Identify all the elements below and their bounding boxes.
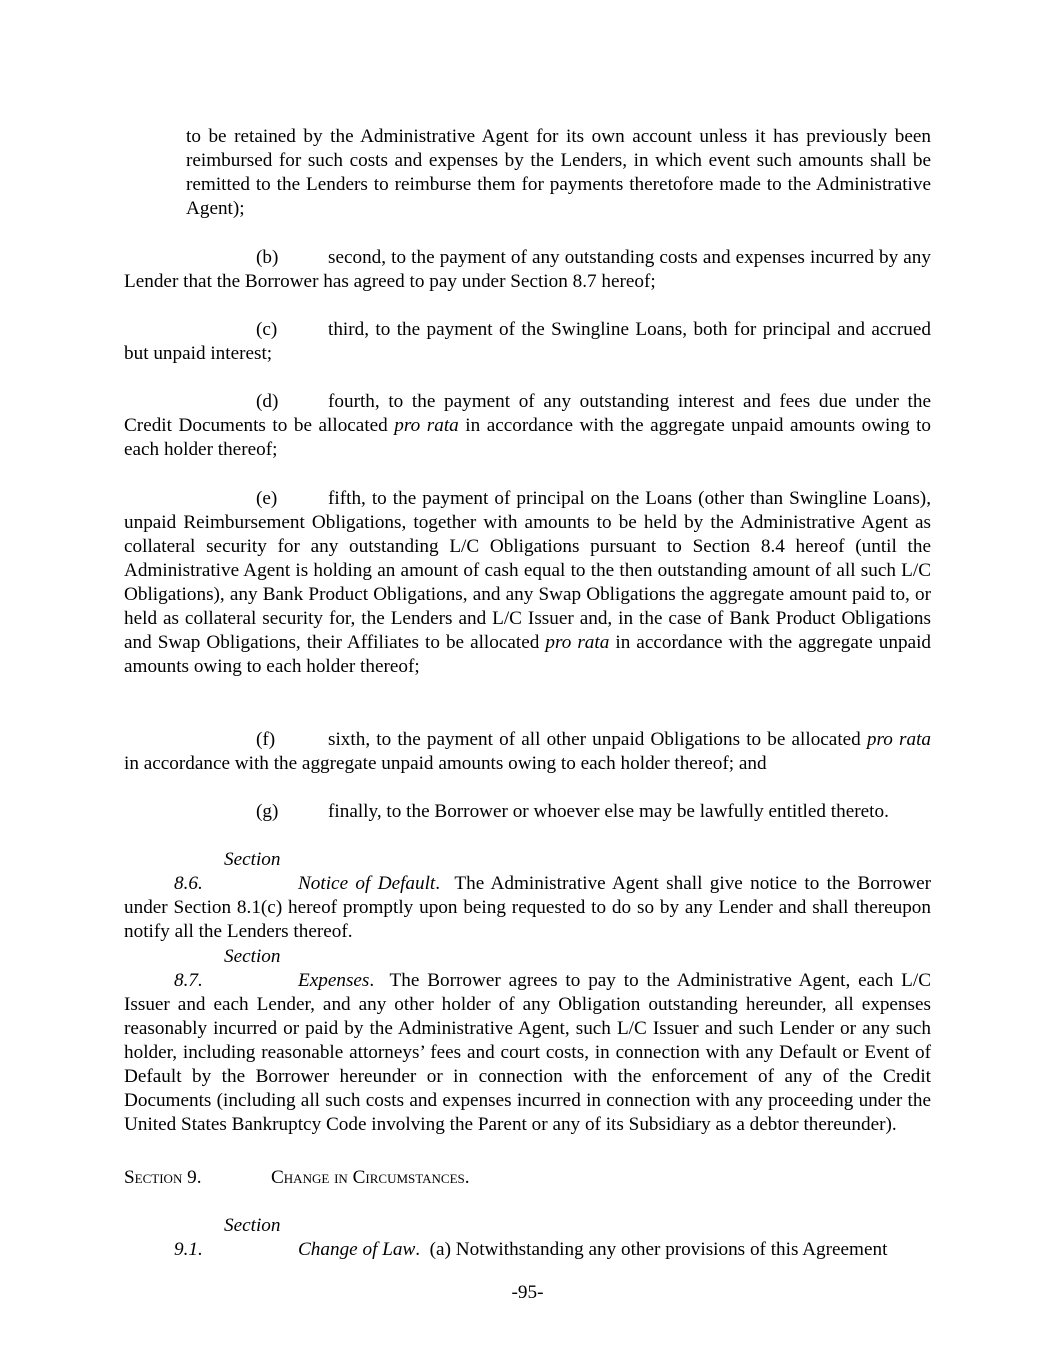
section-number: Section 9. bbox=[124, 1167, 202, 1188]
section-number: Section 8.7. bbox=[174, 946, 281, 991]
section-9-1: Section 9.1. Change of Law. (a) Notwithstanding any other provisions of this Agreement bbox=[174, 1215, 888, 1260]
item-text: second, to the payment of any outstanding costs and expenses incurred by any Lender that the Borrower has agreed to pay under Section 8.7 hereof; bbox=[124, 247, 931, 292]
item-label: (e) bbox=[256, 488, 278, 509]
item-text: fifth, to the payment of principal on the Loans (other than Swingline Loans), unpaid Reimbursement Obligations, together with amounts to be held by the Administrative Agent as collateral security for any outstanding L/C Obligations pursuant to Section 8.4 hereof (until the Administrative Agent is holding an amount of cash equal to the then outstanding amount of all such L/C Obligations), any Bank Product Obligations, and any Swap Obligations the aggregate amount paid to, or held as collateral security for, the Lenders and L/C Issuer and, in the case of Bank Product Obligations and Swap Obligations, their Affiliates to be allocated bbox=[124, 488, 931, 653]
section-number: Section 8.6. bbox=[174, 849, 281, 894]
list-item-e bbox=[124, 487, 931, 679]
list-item-c bbox=[124, 318, 931, 366]
section-title: Expenses bbox=[298, 970, 370, 991]
item-italic: pro rata bbox=[394, 415, 459, 436]
item-text-cont: in accordance with the aggregate unpaid amounts owing to each holder thereof; bbox=[124, 632, 932, 677]
item-text: finally, to the Borrower or whoever else may be lawfully entitled thereto. bbox=[328, 801, 889, 822]
item-text: sixth, to the payment of all other unpaid Obligations to be allocated bbox=[328, 729, 861, 750]
section-number: Section 9.1. bbox=[174, 1215, 281, 1260]
item-label: (f) bbox=[256, 729, 276, 750]
section-8-7: Section 8.7. Expenses. The Borrower agrees to pay to the Administrative Agent, each L/C Issuer and each Lender, and any other holder of any Obligation outstanding hereunder, all expenses reasonably incurred or paid by the Administrative Agent, such L/C Issuer and such Lender or any such holder, including reasonable attorneys’ fees and court costs, in connection with any Default or Event of Default by the Borrower hereunder or in connection with the enforcement of any of the Credit Documents (including all such costs and expenses incurred in connection with any proceeding under the United States Bankruptcy Code involving the Parent or any of its Subsidiary as a debtor thereunder). bbox=[124, 946, 931, 1135]
section-8-6: Section 8.6. Notice of Default. The Administrative Agent shall give notice to the Borrower under Section 8.1(c) hereof promptly upon being requested to do so by any Lender and shall thereupon notify all the Lenders thereof. bbox=[124, 849, 931, 942]
section-title: Notice of Default bbox=[298, 873, 436, 894]
list-item-b bbox=[124, 246, 931, 294]
item-text-cont: in accordance with the aggregate unpaid amounts owing to each holder thereof; and bbox=[124, 753, 767, 774]
section-body: The Administrative Agent shall give notice to the Borrower under Section 8.1(c) hereof promptly upon being requested to do so by any Lender and shall thereupon notify all the Lenders thereof. bbox=[124, 873, 931, 942]
item-label: (d) bbox=[256, 391, 279, 412]
section-title: Change in Circumstances. bbox=[271, 1167, 470, 1188]
item-text: third, to the payment of the Swingline Loans, both for principal and accrued but unpaid interest; bbox=[124, 319, 931, 364]
item-label: (g) bbox=[256, 801, 279, 822]
section-body: (a) Notwithstanding any other provisions of this Agreement bbox=[429, 1239, 888, 1260]
item-text: fourth, to the payment of any outstanding interest and fees due under the Credit Documents to be allocated bbox=[124, 391, 931, 436]
section-9-heading bbox=[124, 1166, 931, 1190]
page-number: -95- bbox=[511, 1282, 544, 1303]
item-label: (c) bbox=[256, 319, 278, 340]
list-item-f bbox=[124, 728, 931, 776]
item-italic: pro rata bbox=[866, 729, 931, 750]
item-italic: pro rata bbox=[545, 632, 610, 653]
list-item-d bbox=[124, 390, 931, 462]
item-label: (b) bbox=[256, 247, 279, 268]
list-item-g bbox=[124, 800, 931, 824]
section-title: Change of Law bbox=[298, 1239, 416, 1260]
item-text-cont: in accordance with the aggregate unpaid amounts owing to each holder thereof; bbox=[124, 415, 931, 460]
carryover-paragraph: to be retained by the Administrative Agent for its own account unless it has previously been reimbursed for such costs and expenses by the Lenders, in which event such amounts shall be remitted to the Lenders to reimburse them for payments theretofore made to the Administrative Agent); bbox=[186, 126, 931, 219]
section-body: The Borrower agrees to pay to the Administrative Agent, each L/C Issuer and each Lender, and any other holder of any Obligation outstanding hereunder, all expenses reasonably incurred or paid by the Administrative Agent, such L/C Issuer and such Lender or any such holder, including reasonable attorneys’ fees and court costs, in connection with any Default or Event of Default by the Borrower hereunder or in connection with the enforcement of any of the Credit Documents (including all such costs and expenses incurred in connection with any proceeding under the United States Bankruptcy Code involving the Parent or any of its Subsidiary as a debtor thereunder). bbox=[124, 970, 931, 1135]
